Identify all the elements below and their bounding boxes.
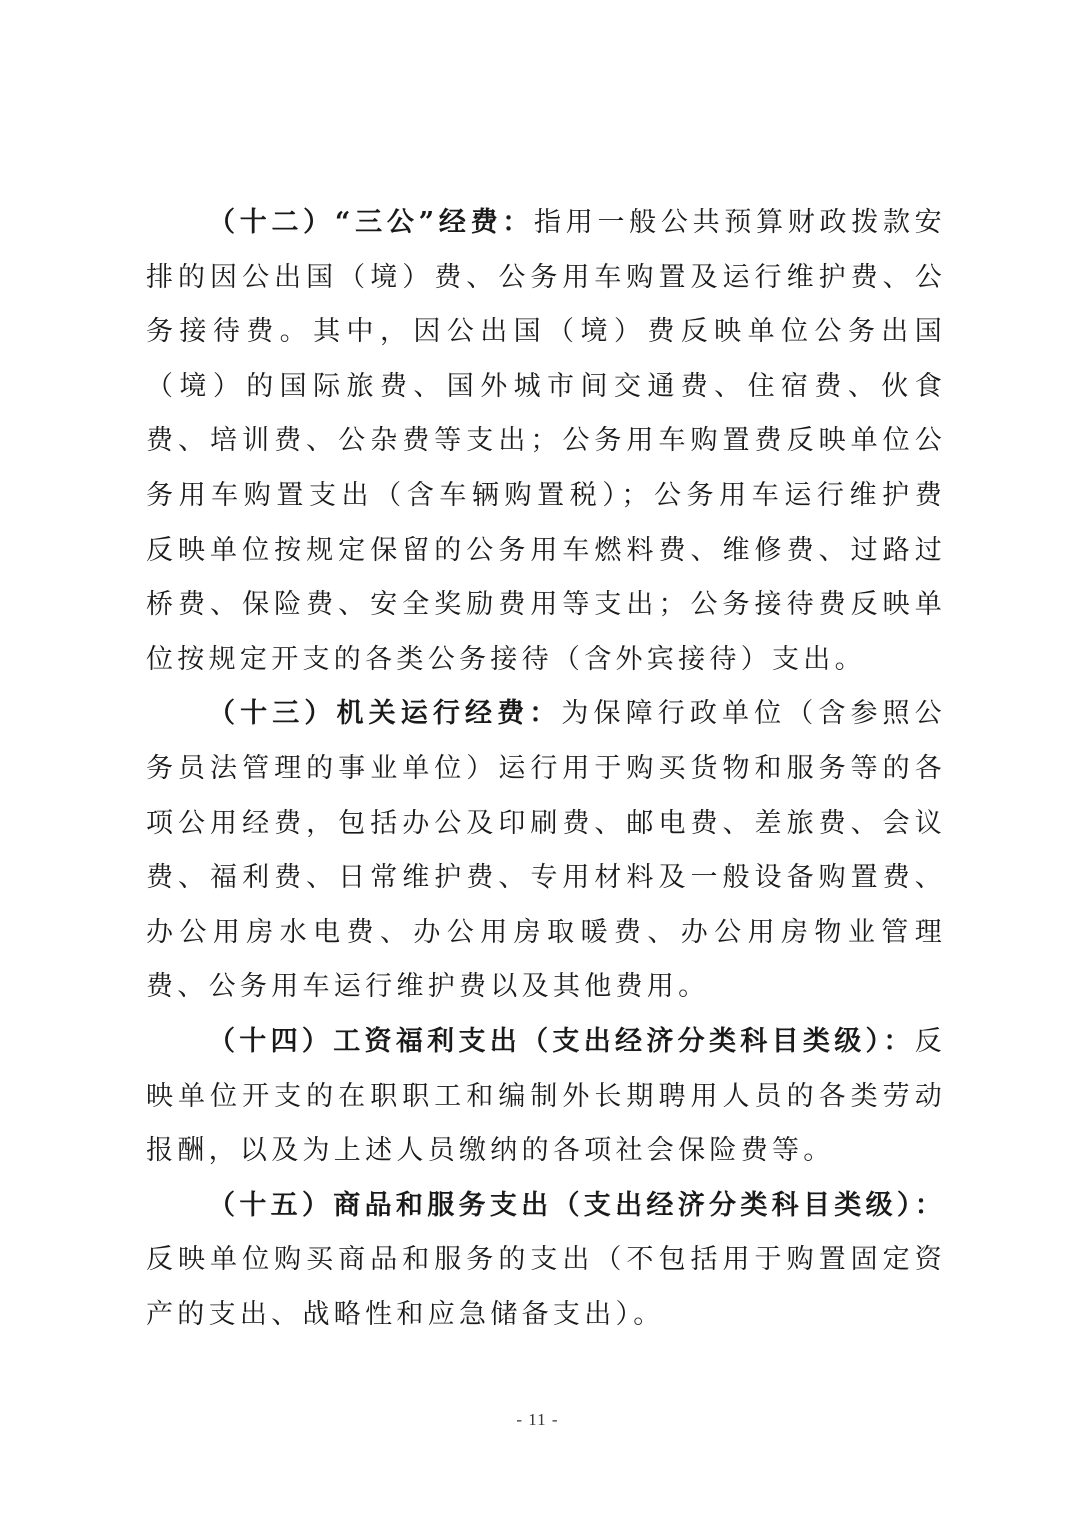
paragraph-agency-operating-expenses [146, 687, 946, 1015]
paragraph-heading: （十二）“三公”经费： [208, 207, 535, 238]
paragraph-text: 为保障行政单位（含参照公务员法管理的事业单位）运行用于购买货物和服务等的各项公用经费，包括办公及印刷费、邮电费、差旅费、会议费、福利费、日常维护费、专用材料及一般设备购置费、办公用房水电费、办公用房取暖费、办公用房物业管理费、公务用车运行维护费以及其他费用。 [146, 698, 946, 1003]
paragraph-heading: （十三）机关运行经费： [208, 698, 562, 730]
paragraph-heading: （十五）商品和服务支出（支出经济分类科目类级）： [208, 1189, 946, 1221]
paragraph-sanggong-expenses [146, 196, 946, 687]
page-number: - 11 - [516, 1410, 559, 1429]
paragraph-wages-welfare [146, 1015, 946, 1179]
paragraph-heading: （十四）工资福利支出（支出经济分类科目类级）： [208, 1025, 915, 1057]
paragraph-text: 反映单位开支的在职职工和编制外长期聘用人员的各类劳动报酬，以及为上述人员缴纳的各项社会保险费等。 [146, 1025, 946, 1167]
document-body [146, 196, 946, 1342]
paragraph-text: 反映单位购买商品和服务的支出（不包括用于购置固定资产的支出、战略性和应急储备支出）。 [146, 1244, 946, 1330]
paragraph-goods-services [146, 1179, 946, 1343]
paragraph-text: 指用一般公共预算财政拨款安排的因公出国（境）费、公务用车购置及运行维护费、公务接待费。其中，因公出国（境）费反映单位公务出国（境）的国际旅费、国外城市间交通费、住宿费、伙食费、培训费、公杂费等支出；公务用车购置费反映单位公务用车购置支出（含车辆购置税）；公务用车运行维护费反映单位按规定保留的公务用车燃料费、维修费、过路过桥费、保险费、安全奖励费用等支出；公务接待费反映单位按规定开支的各类公务接待（含外宾接待）支出。 [146, 207, 946, 675]
